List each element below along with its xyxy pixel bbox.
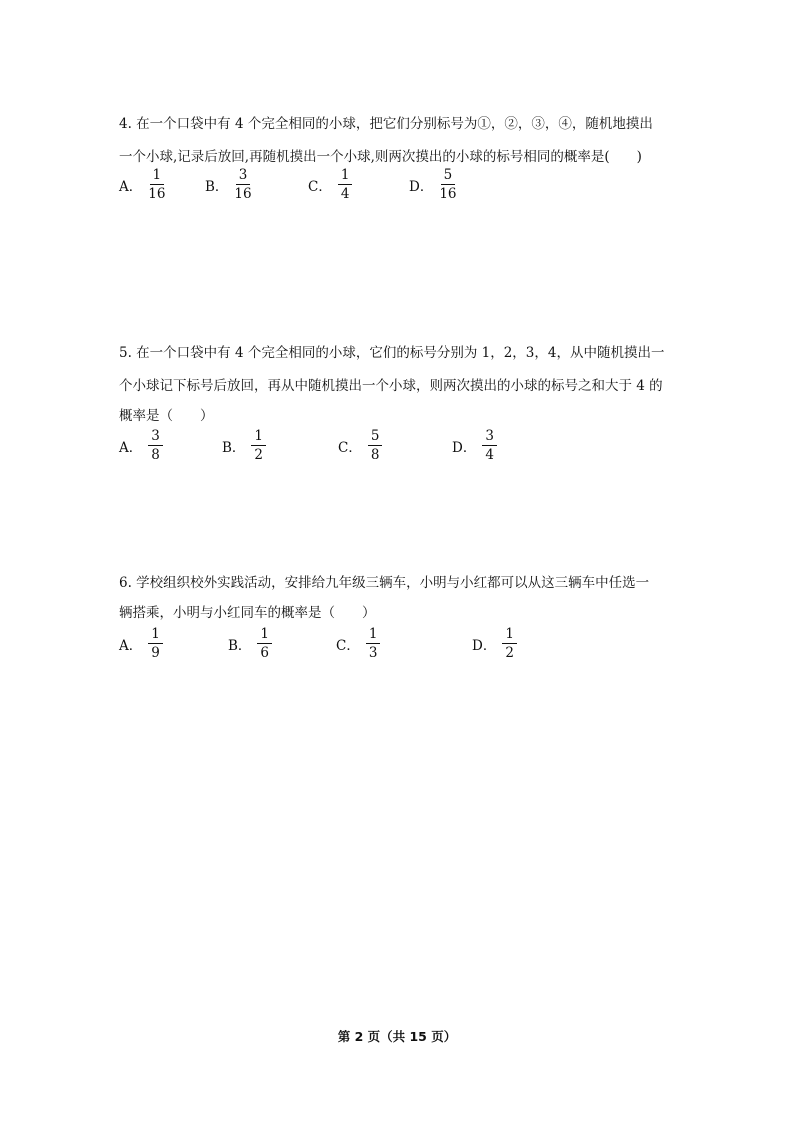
option-a	[119, 627, 163, 661]
fraction	[234, 168, 251, 202]
page-footer: 第 2 页（共 15 页）	[337, 1029, 457, 1044]
question-text-line: 一个小球,记录后放回,再随机摸出一个小球,则两次摸出的小球的标号相同的概率是( )	[119, 149, 642, 165]
numerator: 1	[150, 168, 165, 185]
fraction	[338, 168, 353, 202]
fraction	[502, 627, 517, 661]
question-text-line: 概率是（ ）	[119, 408, 214, 424]
numerator: 5	[441, 168, 456, 185]
option-d	[472, 627, 517, 661]
fraction	[368, 429, 383, 463]
denominator: 8	[151, 447, 160, 463]
denominator: 4	[485, 447, 494, 463]
option-c	[336, 627, 380, 661]
numerator: 1	[366, 627, 381, 644]
question-text-line: 个小球记下标号后放回，再从中随机摸出一个小球，则两次摸出的小球的标号之和大于 4 的	[119, 378, 663, 394]
option-label: A．	[119, 179, 143, 195]
option-label: D．	[472, 638, 497, 654]
numerator: 1	[502, 627, 517, 644]
denominator: 2	[254, 447, 264, 463]
fraction	[257, 627, 272, 661]
option-label: C．	[308, 179, 332, 195]
fraction	[148, 168, 165, 202]
option-c	[308, 168, 352, 202]
question-text-line: 6. 学校组织校外实践活动，安排给九年级三辆车，小明与小红都可以从这三辆车中任选一	[119, 575, 650, 591]
numerator: 1	[338, 168, 353, 185]
option-label: A．	[119, 638, 143, 654]
denominator: 9	[151, 645, 160, 661]
option-label: C．	[336, 638, 360, 654]
numerator: 5	[368, 429, 383, 446]
fraction	[482, 429, 497, 463]
numerator: 3	[148, 429, 163, 446]
option-label: D．	[452, 440, 477, 456]
option-d	[409, 168, 457, 202]
option-c	[338, 429, 382, 463]
option-a	[119, 168, 165, 202]
option-d	[452, 429, 497, 463]
fraction	[148, 627, 163, 661]
option-label: B．	[205, 179, 229, 195]
option-label: D．	[409, 179, 434, 195]
denominator: 2	[505, 645, 514, 661]
numerator: 1	[251, 429, 266, 446]
denominator: 8	[370, 447, 380, 463]
option-label: A．	[119, 440, 143, 456]
fraction	[148, 429, 163, 463]
denominator: 16	[234, 186, 252, 202]
option-b	[205, 168, 252, 202]
numerator: 1	[148, 627, 163, 644]
option-b	[228, 627, 272, 661]
denominator: 4	[340, 186, 350, 202]
question-text-line: 4. 在一个口袋中有 4 个完全相同的小球，把它们分别标号为①，②，③，④，随机地摸出	[119, 116, 653, 132]
option-b	[222, 429, 266, 463]
numerator: 1	[257, 627, 272, 644]
option-label: C．	[338, 440, 362, 456]
question-text-line: 5. 在一个口袋中有 4 个完全相同的小球，它们的标号分别为 1，2，3，4，从中随机摸出一	[119, 345, 665, 361]
option-a	[119, 429, 163, 463]
option-label: B．	[228, 638, 252, 654]
numerator: 3	[236, 168, 251, 185]
denominator: 3	[368, 645, 378, 661]
option-label: B．	[222, 440, 246, 456]
denominator: 16	[148, 186, 166, 202]
denominator: 16	[439, 186, 457, 202]
fraction	[439, 168, 456, 202]
question-text-line: 辆搭乘，小明与小红同车的概率是（ ）	[119, 605, 376, 621]
fraction	[251, 429, 266, 463]
fraction	[366, 627, 381, 661]
denominator: 6	[260, 645, 270, 661]
numerator: 3	[482, 429, 497, 446]
